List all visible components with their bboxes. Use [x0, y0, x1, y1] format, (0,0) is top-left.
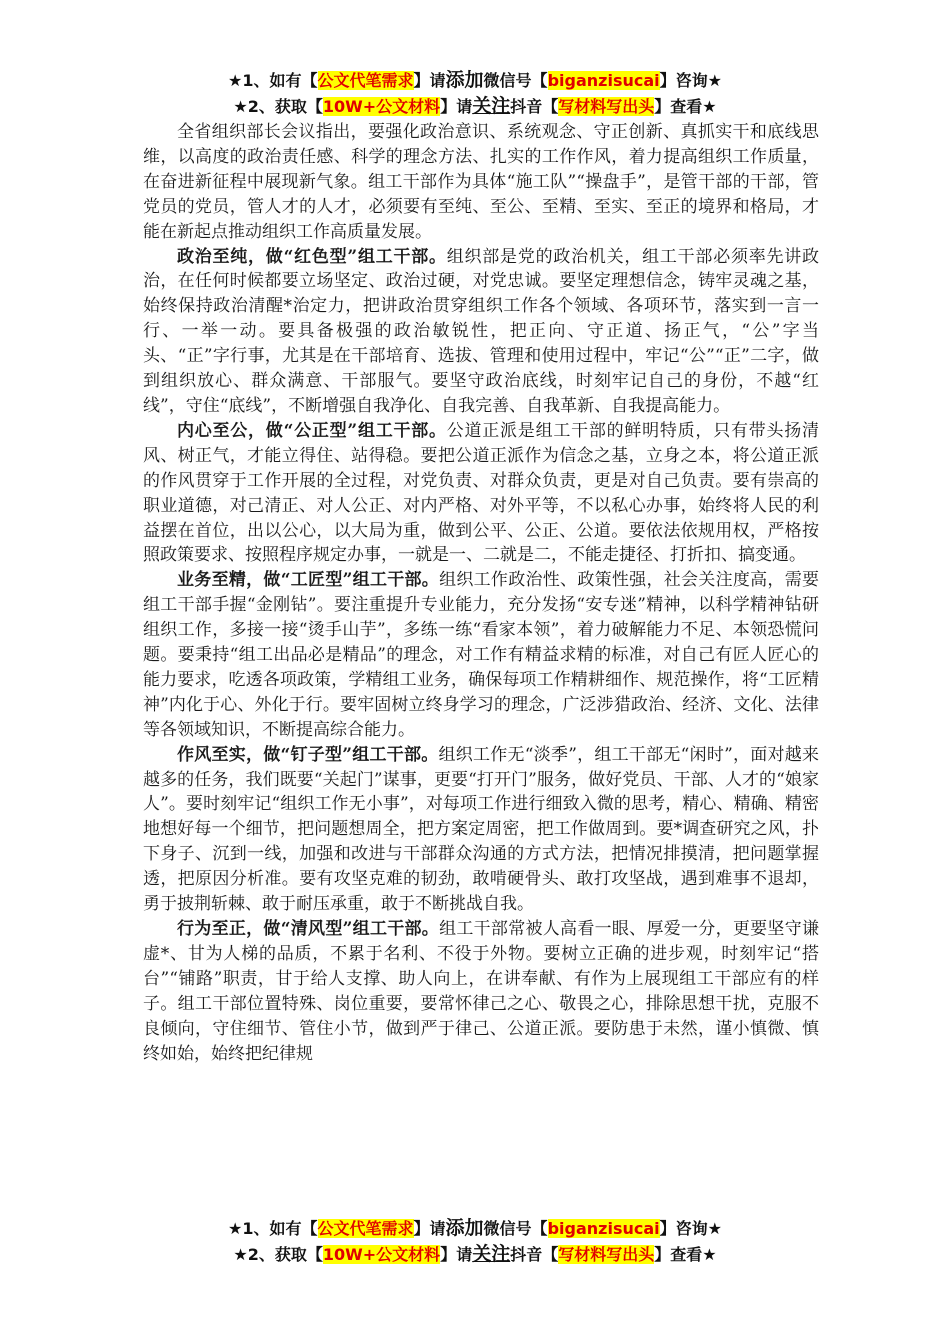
section-heading: 行为至正，做“清风型”组工干部。 [177, 919, 440, 939]
ad-text: 】查看★ [654, 97, 717, 116]
ad-text: 】请 [413, 71, 446, 90]
section-body: 组工干部常被人高看一眼、厚爱一分，更要坚守谦虚*、甘为人梯的品质，不累于名利、不役于外物。要树立正确的进步观，时刻牢记“搭台”“铺路”职责，甘于给人支撑、助人向上，在讲奉献、有作为上展现组工干部应有的样子。组工干部位置特殊、岗位重要，要常怀律己之心、敬畏之心，排除思想干扰，克服不良倾向，守住细节、管住小节，做到严于律己、公道正派。要防患于未然，谨小慎微、慎终如始，始终把纪律规 [143, 919, 820, 1064]
ad-banner-bottom-line-2 [0, 1242, 950, 1267]
ad-text: 】请 [413, 1219, 446, 1238]
ad-text: ★1、如有【 [228, 1219, 318, 1238]
ad-text: 】咨询★ [659, 71, 722, 90]
ad-text: 】请 [440, 97, 473, 116]
ad-highlight-douyin-account: 写材料写出头 [558, 1245, 655, 1264]
section-heading: 政治至纯，做“红色型”组工干部。 [177, 246, 447, 267]
intro-paragraph: 全省组织部长会议指出，要强化政治意识、系统观念、守正创新、真抓实干和底线思维，以高度的政治责任感、科学的理念方法、扎实的工作作风，着力提高组织工作质量，在奋进新征程中展现新气象。组工干部作为具体“施工队”“操盘手”，是管干部的干部，管党员的党员，管人才的人才，必须要有至纯、至公、至精、至实、至正的境界和格局，才能在新起点推动组织工作高质量发展。 [143, 122, 819, 242]
ad-text: ★2、获取【 [233, 1245, 323, 1264]
section-paragraph [143, 568, 819, 742]
ad-text: 微信号【 [483, 1219, 548, 1238]
ad-text: 】请 [440, 1245, 473, 1264]
ad-emphasis: 关注 [472, 1243, 511, 1265]
ad-highlight-wechat-id: biganzisucai [547, 1219, 660, 1238]
ad-banner-top-line-2 [0, 94, 950, 119]
section-paragraph [143, 917, 819, 1066]
ad-emphasis: 关注 [472, 95, 511, 117]
section-body: 组织工作政治性、政策性强，社会关注度高，需要组工干部手握“金刚钻”。要注重提升专业能力，充分发扬“安专迷”精神，以科学精神钻研组织工作，多接一接“烫手山芋”，多练一练“看家本领”，着力破解能力不足、本领恐慌问题。要秉持“组工出品必是精品”的理念，对工作有精益求精的标准，对自己有匠人匠心的能力要求，吃透各项政策，学精组工业务，确保每项工作精耕细作、规范操作，将“工匠精神”内化于心、外化于行。要牢固树立终身学习的理念，广泛涉猎政治、经济、文化、法律等各领域知识，不断提高综合能力。 [143, 570, 820, 740]
ad-text: 微信号【 [483, 71, 548, 90]
ad-text: ★1、如有【 [228, 71, 318, 90]
document-body [143, 120, 819, 1066]
ad-emphasis: 添加 [445, 69, 484, 91]
section-heading: 作风至实，做“钉子型”组工干部。 [177, 744, 439, 765]
section-heading: 内心至公，做“公正型”组工干部。 [177, 420, 447, 441]
ad-text: ★2、获取【 [233, 97, 323, 116]
ad-highlight-douyin-account: 写材料写出头 [558, 97, 655, 116]
ad-highlight-materials: 10W+公文材料 [322, 97, 441, 116]
ad-text: 抖音【 [510, 97, 559, 116]
ad-emphasis: 添加 [445, 1217, 484, 1239]
ad-text: 】查看★ [654, 1245, 717, 1264]
section-body: 组织部是党的政治机关，组工干部必须率先讲政治，在任何时候都要立场坚定、政治过硬，对党忠诚。要坚定理想信念，铸牢灵魂之基，始终保持政治清醒*治定力，把讲政治贯穿组织工作各个领域、各项环节，落实到一言一行、一举一动。要具备极强的政治敏锐性，把正向、守正道、扬正气，“公”字当头、“正”字行事，尤其是在干部培育、选拔、管理和使用过程中，牢记“公”“正”二字，做到组织放心、群众满意、干部服气。要坚守政治底线，时刻牢记自己的身份，不越“红线”，守住“底线”，不断增强自我净化、自我完善、自我革新、自我提高能力。 [143, 246, 820, 416]
ad-highlight-materials: 10W+公文材料 [322, 1245, 441, 1264]
ad-highlight-service: 公文代笔需求 [317, 1219, 414, 1238]
ad-highlight-wechat-id: biganzisucai [547, 71, 660, 90]
section-body: 组织工作无“淡季”，组工干部无“闲时”，面对越来越多的任务，我们既要“关起门”谋事，更要“打开门”服务，做好党员、干部、人才的“娘家人”。要时刻牢记“组织工作无小事”，对每项工作进行细致入微的思考，精心、精确、精密地想好每一个细节，把问题想周全，把方案定周密，把工作做周到。要*调查研究之风，扑下身子、沉到一线，加强和改进与干部群众沟通的方式方法，把情况排摸清，把问题掌握透，把原因分析准。要有攻坚克难的韧劲，敢啃硬骨头、敢打攻坚战，遇到难事不退却，勇于披荆斩棘、敢于耐压承重，敢于不断挑战自我。 [143, 744, 819, 915]
section-paragraph [143, 245, 819, 419]
ad-banner-top-line-1 [0, 68, 950, 93]
section-body: 公道正派是组工干部的鲜明特质，只有带头扬清风、树正气，才能立得住、站得稳。要把公道正派作为信念之基，立身之本，将公道正派的作风贯穿于工作开展的全过程，对党负责、对群众负责，更是对自己负责。要有崇高的职业道德，对己清正、对人公正、对内严格、对外平等，不以私心办事，始终将人民的利益摆在首位，出以公心，以大局为重，做到公平、公正、公道。要依法依规用权，严格按照政策要求、按照程序规定办事，一就是一、二就是二，不能走捷径、打折扣、搞变通。 [143, 420, 820, 566]
section-paragraph [143, 419, 819, 568]
section-paragraph [143, 743, 819, 917]
ad-text: 抖音【 [510, 1245, 559, 1264]
ad-text: 】咨询★ [659, 1219, 722, 1238]
ad-highlight-service: 公文代笔需求 [317, 71, 414, 90]
section-heading: 业务至精，做“工匠型”组工干部。 [177, 570, 440, 591]
ad-banner-bottom-line-1 [0, 1216, 950, 1241]
